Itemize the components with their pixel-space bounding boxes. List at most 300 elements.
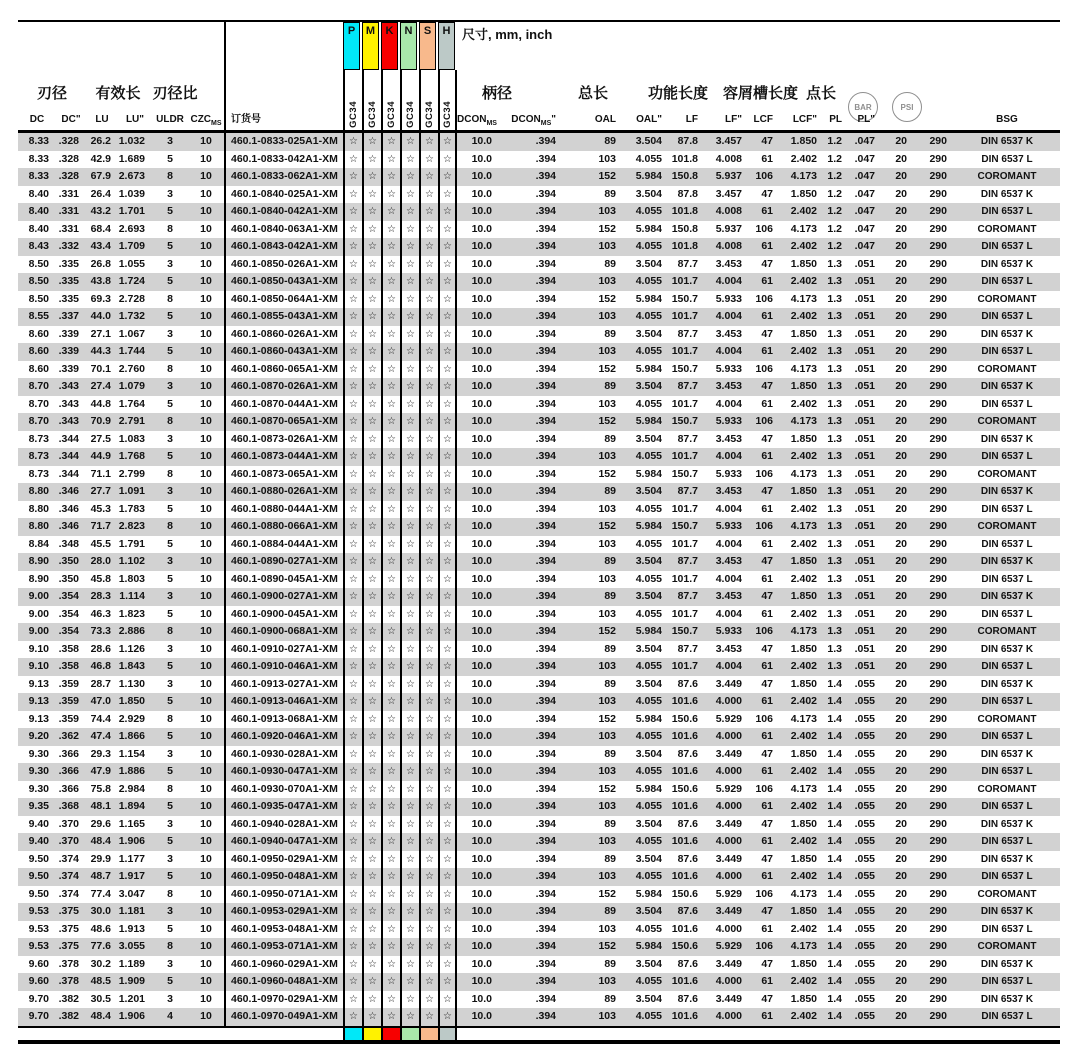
- cell-lf-inch: 3.453: [715, 327, 742, 340]
- table-row: [18, 973, 1060, 991]
- star-rating-K: ☆: [381, 816, 400, 834]
- star-rating-K: ☆: [381, 606, 400, 624]
- cell-oal: 89: [604, 432, 616, 445]
- table-row: [18, 308, 1060, 326]
- star-rating-P: ☆: [343, 676, 362, 694]
- star-rating-K: ☆: [381, 273, 400, 291]
- cell-psi: 290: [929, 975, 947, 987]
- cell-bar: 20: [895, 397, 907, 410]
- star-rating-S: ☆: [419, 326, 438, 344]
- cell-lu: 74.4: [90, 712, 111, 725]
- cell-bsg: DIN 6537 K: [980, 643, 1034, 655]
- cell-oal: 89: [604, 992, 616, 1005]
- cell-psi: 290: [929, 275, 947, 287]
- cell-dc-inch: .375: [58, 922, 79, 935]
- cell-dc-inch: .346: [58, 502, 79, 515]
- cell-oal: 152: [598, 887, 616, 900]
- bar-badge-label: BAR: [854, 102, 872, 112]
- star-rating-N: ☆: [400, 728, 419, 746]
- cell-oal: 103: [598, 870, 616, 882]
- cell-lu: 47.4: [90, 730, 111, 742]
- cell-order-code: 460.1-0870-065A1-XM: [224, 413, 343, 431]
- star-rating-P: ☆: [343, 133, 362, 151]
- cell-lcf-inch: 2.402: [790, 205, 817, 217]
- star-rating-M: ☆: [362, 991, 381, 1009]
- cell-dc-inch: .359: [58, 677, 79, 690]
- cell-lcf: 106: [755, 222, 773, 235]
- cell-dc: 9.00: [28, 590, 49, 602]
- table-row: [18, 658, 1060, 676]
- cell-dc-inch: .368: [58, 800, 79, 812]
- cell-dcon-inch: .394: [535, 450, 556, 462]
- cell-lf: 101.6: [671, 975, 698, 987]
- star-rating-H: ☆: [438, 746, 457, 764]
- cell-pl-inch: .055: [854, 782, 875, 795]
- column-label-psi: [914, 113, 954, 127]
- group-usable-length: 有效长: [95, 85, 141, 102]
- cell-lf-inch: 4.000: [715, 1010, 742, 1022]
- star-rating-K: ☆: [381, 536, 400, 554]
- cell-pl-inch: .051: [854, 397, 875, 410]
- cell-pl: 1.3: [827, 257, 842, 270]
- cell-order-code: 460.1-0913-046A1-XM: [224, 693, 343, 711]
- cell-czc: 10: [200, 835, 212, 847]
- cell-dcon-inch: .394: [535, 537, 556, 550]
- cell-oal: 103: [598, 835, 616, 847]
- cell-lf: 101.7: [671, 607, 698, 620]
- cell-lcf-inch: 2.402: [790, 310, 817, 322]
- cell-bar: 20: [895, 502, 907, 515]
- cell-pl-inch: .051: [854, 292, 875, 305]
- cell-czc: 10: [200, 152, 212, 165]
- cell-lcf: 47: [761, 187, 773, 200]
- cell-dc-inch: .332: [58, 240, 79, 252]
- cell-lu-inch: 1.189: [118, 957, 145, 970]
- cell-psi: 290: [929, 660, 947, 672]
- cell-dc-inch: .331: [58, 205, 79, 217]
- cell-pl: 1.4: [827, 905, 842, 917]
- cell-pl: 1.4: [827, 922, 842, 935]
- star-rating-S: ☆: [419, 798, 438, 816]
- cell-lf-inch: 4.000: [715, 800, 742, 812]
- cell-lcf-inch: 1.850: [790, 327, 817, 340]
- cell-oal-inch: 3.504: [635, 852, 662, 865]
- cell-bsg: COROMANT: [977, 783, 1037, 795]
- cell-uldr: 5: [167, 537, 173, 550]
- cell-lf-inch: 5.933: [715, 625, 742, 637]
- star-rating-K: ☆: [381, 921, 400, 939]
- material-class-tab-S: S: [419, 22, 436, 70]
- cell-lf-inch: 4.000: [715, 835, 742, 847]
- cell-lf-inch: 4.000: [715, 695, 742, 707]
- star-rating-S: ☆: [419, 641, 438, 659]
- cell-order-code: 460.1-0950-071A1-XM: [224, 886, 343, 904]
- cell-oal: 89: [604, 135, 616, 147]
- cell-bar: 20: [895, 712, 907, 725]
- cell-bar: 20: [895, 590, 907, 602]
- cell-dcon: 10.0: [471, 957, 492, 970]
- cell-oal-inch: 4.055: [635, 450, 662, 462]
- star-rating-N: ☆: [400, 151, 419, 169]
- star-rating-M: ☆: [362, 518, 381, 536]
- footer-color-N: [400, 1028, 419, 1040]
- cell-bsg: DIN 6537 L: [981, 451, 1033, 462]
- star-rating-M: ☆: [362, 291, 381, 309]
- cell-lcf-inch: 2.402: [790, 800, 817, 812]
- cell-bsg: DIN 6537 L: [981, 206, 1033, 217]
- cell-pl: 1.4: [827, 957, 842, 970]
- cell-bar: 20: [895, 415, 907, 427]
- cell-dc-inch: .331: [58, 222, 79, 235]
- cell-order-code: 460.1-0953-029A1-XM: [224, 903, 343, 921]
- cell-pl-inch: .051: [854, 555, 875, 567]
- star-rating-K: ☆: [381, 518, 400, 536]
- cell-uldr: 3: [167, 257, 173, 270]
- cell-dcon: 10.0: [471, 170, 492, 182]
- cell-dc-inch: .335: [58, 257, 79, 270]
- cell-lf-inch: 5.937: [715, 170, 742, 182]
- cell-lf-inch: 3.449: [715, 957, 742, 970]
- star-rating-N: ☆: [400, 466, 419, 484]
- cell-czc: 10: [200, 642, 212, 655]
- cell-lf-inch: 3.449: [715, 747, 742, 760]
- cell-dc: 8.70: [28, 397, 49, 410]
- cell-pl: 1.3: [827, 520, 842, 532]
- table-row: [18, 816, 1060, 834]
- cell-lcf: 106: [755, 415, 773, 427]
- cell-dcon: 10.0: [471, 205, 492, 217]
- star-rating-M: ☆: [362, 168, 381, 186]
- star-rating-S: ☆: [419, 291, 438, 309]
- cell-dcon-inch: .394: [535, 292, 556, 305]
- star-rating-S: ☆: [419, 816, 438, 834]
- cell-bsg: DIN 6537 K: [980, 591, 1034, 602]
- cell-dcon-inch: .394: [535, 275, 556, 287]
- cell-order-code: 460.1-0910-027A1-XM: [224, 641, 343, 659]
- cell-lu-inch: 1.032: [118, 135, 145, 147]
- cell-uldr: 5: [167, 275, 173, 287]
- cell-bsg: DIN 6537 K: [980, 328, 1034, 340]
- cell-dc-inch: .354: [58, 590, 79, 602]
- cell-dcon-inch: .394: [535, 520, 556, 532]
- cell-order-code: 460.1-0950-029A1-XM: [224, 851, 343, 869]
- cell-psi: 290: [929, 992, 947, 1005]
- cell-oal: 152: [598, 467, 616, 480]
- grade-label: GC34: [386, 101, 397, 128]
- cell-lcf: 106: [755, 940, 773, 952]
- table-row: [18, 448, 1060, 466]
- cell-dc: 9.00: [28, 607, 49, 620]
- table-row: [18, 256, 1060, 274]
- table-row: [18, 361, 1060, 379]
- cell-lcf-inch: 1.850: [790, 187, 817, 200]
- cell-dcon: 10.0: [471, 940, 492, 952]
- cell-pl: 1.3: [827, 292, 842, 305]
- cell-lf: 101.6: [671, 870, 698, 882]
- cell-lcf-inch: 1.850: [790, 992, 817, 1005]
- star-rating-H: ☆: [438, 431, 457, 449]
- star-rating-K: ☆: [381, 291, 400, 309]
- cell-lu-inch: 1.843: [118, 660, 145, 672]
- cell-lu-inch: 1.917: [118, 870, 145, 882]
- cell-order-code: 460.1-0950-048A1-XM: [224, 868, 343, 886]
- cell-lcf-inch: 1.850: [790, 432, 817, 445]
- cell-bsg: DIN 6537 K: [980, 958, 1034, 970]
- star-rating-K: ☆: [381, 483, 400, 501]
- star-rating-M: ☆: [362, 151, 381, 169]
- cell-czc: 10: [200, 310, 212, 322]
- cell-uldr: 3: [167, 817, 173, 830]
- star-rating-H: ☆: [438, 501, 457, 519]
- cell-oal: 89: [604, 905, 616, 917]
- cell-pl-inch: .047: [854, 240, 875, 252]
- table-row: [18, 571, 1060, 589]
- star-rating-M: ☆: [362, 921, 381, 939]
- cell-lf-inch: 4.004: [715, 660, 742, 672]
- star-rating-H: ☆: [438, 641, 457, 659]
- star-rating-N: ☆: [400, 781, 419, 799]
- star-rating-S: ☆: [419, 413, 438, 431]
- cell-bar: 20: [895, 992, 907, 1005]
- cell-dcon-inch: .394: [535, 397, 556, 410]
- cell-lf-inch: 4.004: [715, 345, 742, 357]
- cell-dc: 9.30: [28, 765, 49, 777]
- cell-lcf: 106: [755, 887, 773, 900]
- cell-oal-inch: 3.504: [635, 905, 662, 917]
- cell-lu-inch: 1.803: [118, 572, 145, 585]
- star-rating-K: ☆: [381, 553, 400, 571]
- cell-lf-inch: 5.933: [715, 292, 742, 305]
- star-rating-M: ☆: [362, 448, 381, 466]
- cell-oal-inch: 4.055: [635, 695, 662, 707]
- cell-pl-inch: .055: [854, 677, 875, 690]
- cell-pl-inch: .051: [854, 590, 875, 602]
- cell-czc: 10: [200, 240, 212, 252]
- cell-pl-inch: .055: [854, 817, 875, 830]
- star-rating-H: ☆: [438, 378, 457, 396]
- cell-psi: 290: [929, 432, 947, 445]
- star-rating-P: ☆: [343, 326, 362, 344]
- cell-lf-inch: 5.933: [715, 415, 742, 427]
- cell-psi: 290: [929, 467, 947, 480]
- cell-lcf: 47: [761, 852, 773, 865]
- cell-dcon: 10.0: [471, 590, 492, 602]
- cell-order-code: 460.1-0855-043A1-XM: [224, 308, 343, 326]
- star-rating-S: ☆: [419, 711, 438, 729]
- cell-czc: 10: [200, 730, 212, 742]
- star-rating-K: ☆: [381, 256, 400, 274]
- star-rating-S: ☆: [419, 431, 438, 449]
- cell-dcon-inch: .394: [535, 695, 556, 707]
- star-rating-K: ☆: [381, 973, 400, 991]
- cell-psi: 290: [929, 835, 947, 847]
- cell-lu: 44.0: [90, 310, 111, 322]
- star-rating-K: ☆: [381, 168, 400, 186]
- table-row: [18, 168, 1060, 186]
- material-class-tab-H: H: [438, 22, 455, 70]
- star-rating-P: ☆: [343, 973, 362, 991]
- cell-order-code: 460.1-0935-047A1-XM: [224, 798, 343, 816]
- star-rating-N: ☆: [400, 676, 419, 694]
- cell-order-code: 460.1-0833-042A1-XM: [224, 151, 343, 169]
- cell-psi: 290: [929, 870, 947, 882]
- cell-psi: 290: [929, 170, 947, 182]
- cell-lcf-inch: 1.850: [790, 555, 817, 567]
- cell-lu-inch: 1.201: [118, 992, 145, 1005]
- cell-dcon: 10.0: [471, 905, 492, 917]
- cell-dc-inch: .343: [58, 415, 79, 427]
- star-rating-H: ☆: [438, 903, 457, 921]
- cell-czc: 10: [200, 327, 212, 340]
- cell-czc: 10: [200, 677, 212, 690]
- cell-lf: 87.6: [677, 817, 698, 830]
- cell-uldr: 5: [167, 660, 173, 672]
- star-rating-H: ☆: [438, 658, 457, 676]
- cell-order-code: 460.1-0900-068A1-XM: [224, 623, 343, 641]
- cell-dcon: 10.0: [471, 292, 492, 305]
- star-rating-M: ☆: [362, 466, 381, 484]
- cell-lf-inch: 4.000: [715, 765, 742, 777]
- star-rating-N: ☆: [400, 991, 419, 1009]
- cell-bsg: DIN 6537 K: [980, 381, 1034, 392]
- star-rating-K: ☆: [381, 676, 400, 694]
- cell-bsg: DIN 6537 L: [981, 503, 1033, 515]
- star-rating-S: ☆: [419, 186, 438, 204]
- cell-czc: 10: [200, 887, 212, 900]
- cell-oal: 103: [598, 397, 616, 410]
- cell-bar: 20: [895, 135, 907, 147]
- cell-pl: 1.4: [827, 747, 842, 760]
- cell-lcf-inch: 2.402: [790, 765, 817, 777]
- cell-lf: 87.6: [677, 992, 698, 1005]
- cell-dcon: 10.0: [471, 642, 492, 655]
- cell-bsg: DIN 6537 K: [980, 136, 1034, 147]
- cell-uldr: 3: [167, 327, 173, 340]
- grade-label: GC34: [442, 101, 453, 128]
- cell-dc-inch: .346: [58, 485, 79, 497]
- cell-oal-inch: 3.504: [635, 187, 662, 200]
- cell-dcon-inch: .394: [535, 782, 556, 795]
- cell-oal-inch: 3.504: [635, 327, 662, 340]
- cell-bsg: COROMANT: [977, 363, 1037, 375]
- cell-lf-inch: 5.937: [715, 222, 742, 235]
- star-rating-P: ☆: [343, 816, 362, 834]
- cell-uldr: 5: [167, 450, 173, 462]
- cell-uldr: 3: [167, 677, 173, 690]
- cell-lu: 71.1: [90, 467, 111, 480]
- star-rating-P: ☆: [343, 203, 362, 221]
- cell-lu-inch: 1.154: [118, 747, 145, 760]
- cell-uldr: 3: [167, 747, 173, 760]
- star-rating-N: ☆: [400, 378, 419, 396]
- cell-bsg: DIN 6537 L: [981, 311, 1033, 322]
- cell-czc: 10: [200, 450, 212, 462]
- cell-czc: 10: [200, 572, 212, 585]
- cell-dc-inch: .366: [58, 747, 79, 760]
- cell-uldr: 4: [167, 1010, 173, 1022]
- star-rating-N: ☆: [400, 238, 419, 256]
- star-rating-H: ☆: [438, 973, 457, 991]
- star-rating-P: ☆: [343, 448, 362, 466]
- cell-czc: 10: [200, 502, 212, 515]
- star-rating-H: ☆: [438, 396, 457, 414]
- star-rating-H: ☆: [438, 588, 457, 606]
- cell-bsg: DIN 6537 L: [981, 538, 1033, 550]
- cell-pl-inch: .051: [854, 275, 875, 287]
- table-row: [18, 956, 1060, 974]
- cell-oal: 89: [604, 257, 616, 270]
- cell-oal: 152: [598, 362, 616, 375]
- star-rating-M: ☆: [362, 816, 381, 834]
- cell-lu: 43.4: [90, 240, 111, 252]
- cell-lu-inch: 1.039: [118, 187, 145, 200]
- star-rating-H: ☆: [438, 256, 457, 274]
- cell-order-code: 460.1-0850-026A1-XM: [224, 256, 343, 274]
- cell-oal: 103: [598, 502, 616, 515]
- cell-bar: 20: [895, 1010, 907, 1022]
- cell-dc: 8.40: [28, 187, 49, 200]
- star-rating-M: ☆: [362, 186, 381, 204]
- cell-lu: 26.4: [90, 187, 111, 200]
- cell-dc: 9.70: [28, 1010, 49, 1022]
- cell-bar: 20: [895, 257, 907, 270]
- cell-oal: 103: [598, 240, 616, 252]
- cell-pl: 1.3: [827, 327, 842, 340]
- cell-uldr: 3: [167, 485, 173, 497]
- table-row: [18, 781, 1060, 799]
- cell-psi: 290: [929, 397, 947, 410]
- cell-order-code: 460.1-0880-044A1-XM: [224, 501, 343, 519]
- cell-pl: 1.3: [827, 397, 842, 410]
- cell-lu-inch: 2.984: [118, 782, 145, 795]
- cell-oal: 152: [598, 170, 616, 182]
- table-row: [18, 746, 1060, 764]
- cell-lu-inch: 1.701: [118, 205, 145, 217]
- cell-lu-inch: 1.768: [118, 450, 145, 462]
- cell-lf-inch: 4.004: [715, 275, 742, 287]
- cell-bar: 20: [895, 537, 907, 550]
- cell-czc: 10: [200, 765, 212, 777]
- cell-dc-inch: .337: [58, 310, 79, 322]
- cell-lcf: 61: [761, 310, 773, 322]
- star-rating-K: ☆: [381, 956, 400, 974]
- cell-pl: 1.3: [827, 467, 842, 480]
- cell-uldr: 5: [167, 765, 173, 777]
- cell-psi: 290: [929, 730, 947, 742]
- cell-lu: 45.5: [90, 537, 111, 550]
- cell-lu: 48.1: [90, 800, 111, 812]
- cell-dcon-inch: .394: [535, 940, 556, 952]
- cell-oal: 103: [598, 765, 616, 777]
- cell-uldr: 5: [167, 835, 173, 847]
- cell-dc-inch: .366: [58, 765, 79, 777]
- star-rating-K: ☆: [381, 763, 400, 781]
- cell-psi: 290: [929, 415, 947, 427]
- cell-psi: 290: [929, 695, 947, 707]
- cell-oal-inch: 5.984: [635, 467, 662, 480]
- cell-order-code: 460.1-0970-029A1-XM: [224, 991, 343, 1009]
- star-rating-H: ☆: [438, 273, 457, 291]
- cell-dcon: 10.0: [471, 747, 492, 760]
- product-table: [18, 20, 1060, 1044]
- star-rating-P: ☆: [343, 921, 362, 939]
- star-rating-M: ☆: [362, 1008, 381, 1026]
- cell-lf-inch: 4.004: [715, 450, 742, 462]
- cell-oal: 89: [604, 642, 616, 655]
- cell-oal-inch: 4.055: [635, 275, 662, 287]
- cell-lcf: 47: [761, 957, 773, 970]
- cell-oal: 89: [604, 747, 616, 760]
